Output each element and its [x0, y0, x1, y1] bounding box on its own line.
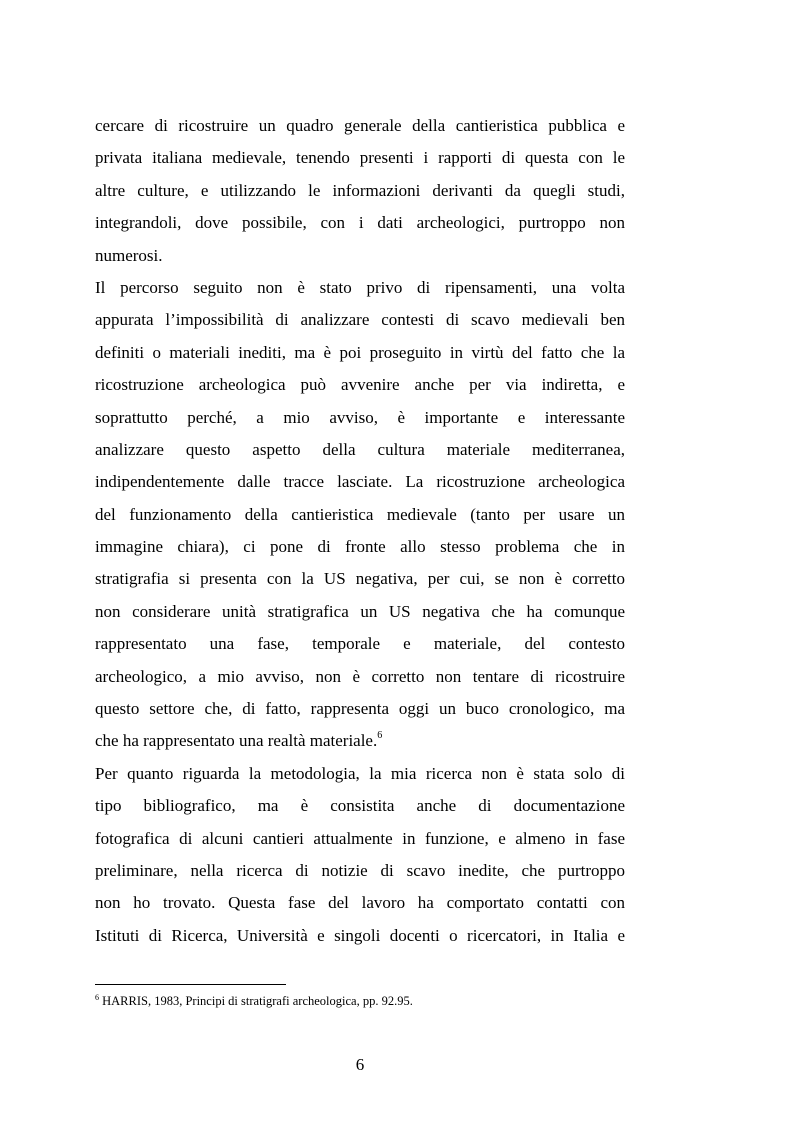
paragraph-2-line: stratigrafia si presenta con la US negativa, per cui, se non è corretto [95, 569, 625, 589]
footnote-reference[interactable]: 6 [377, 729, 383, 741]
paragraph-2-line: soprattutto perché, a mio avviso, è importante e interessante [95, 407, 625, 427]
footnote-text: HARRIS, 1983, Principi di stratigrafi archeologica, pp. 92.95. [99, 994, 413, 1008]
paragraph-2-line: rappresentato una fase, temporale e materiale, del contesto [95, 634, 625, 654]
paragraph-2-line: definiti o materiali inediti, ma è poi proseguito in virtù del fatto che la [95, 342, 625, 362]
page-number: 6 [355, 1055, 365, 1074]
paragraph-3-line: tipo bibliografico, ma è consistita anche di documentazione [95, 796, 625, 816]
paragraph-2-line: indipendentemente dalle tracce lasciate. La ricostruzione archeologica [95, 472, 625, 492]
paragraph-2-line: che ha rappresentato una realtà materiale.$^6$ [95, 729, 383, 751]
footnote [95, 993, 625, 1009]
paragraph-2-line: immagine chiara), ci pone di fronte allo stesso problema che in [95, 537, 625, 557]
paragraph-1-line: cercare di ricostruire un quadro generale della cantieristica pubblica e [95, 116, 625, 135]
paragraph-1-line: integrandoli, dove possibile, con i dati archeologici, purtroppo non [95, 213, 625, 233]
paragraph-1-line: altre culture, e utilizzando le informazioni derivanti da quegli studi, [95, 180, 625, 200]
paragraph-2-line: Il percorso seguito non è stato privo di ripensamenti, una volta [95, 277, 625, 297]
paragraph-2-line: del funzionamento della cantieristica medievale (tanto per usare un [95, 504, 625, 524]
paragraph-1-line: privata italiana medievale, tenendo presenti i rapporti di questa con le [95, 148, 625, 168]
body-text [95, 110, 625, 952]
paragraph-3-line: non ho trovato. Questa fase del lavoro ha comportato contatti con [95, 893, 625, 913]
paragraph-1-line: numerosi. [95, 245, 163, 265]
paragraph-2-line: non considerare unità stratigrafica un US negativa che ha comunque [95, 601, 625, 621]
footnote-number: 6 [95, 992, 99, 1002]
paragraph-2-line: analizzare questo aspetto della cultura materiale mediterranea, [95, 439, 625, 459]
paragraph-3-line: Istituti di Ricerca, Università e singoli docenti o ricercatori, in Italia e [95, 925, 625, 945]
paragraph-3-line: fotografica di alcuni cantieri attualmente in funzione, e almeno in fase [95, 828, 625, 848]
footnote-separator [95, 984, 286, 985]
paragraph-2-line: questo settore che, di fatto, rappresenta oggi un buco cronologico, ma [95, 699, 625, 719]
paragraph-3-line: preliminare, nella ricerca di notizie di scavo inedite, che purtroppo [95, 860, 625, 880]
paragraph-2-line: appurata l’impossibilità di analizzare contesti di scavo medievali ben [95, 310, 625, 330]
paragraph-2-line: ricostruzione archeologica può avvenire anche per via indiretta, e [95, 375, 625, 395]
paragraph-3-line: Per quanto riguarda la metodologia, la mia ricerca non è stata solo di [95, 763, 625, 783]
paragraph-2-line: archeologico, a mio avviso, non è corretto non tentare di ricostruire [95, 666, 625, 686]
